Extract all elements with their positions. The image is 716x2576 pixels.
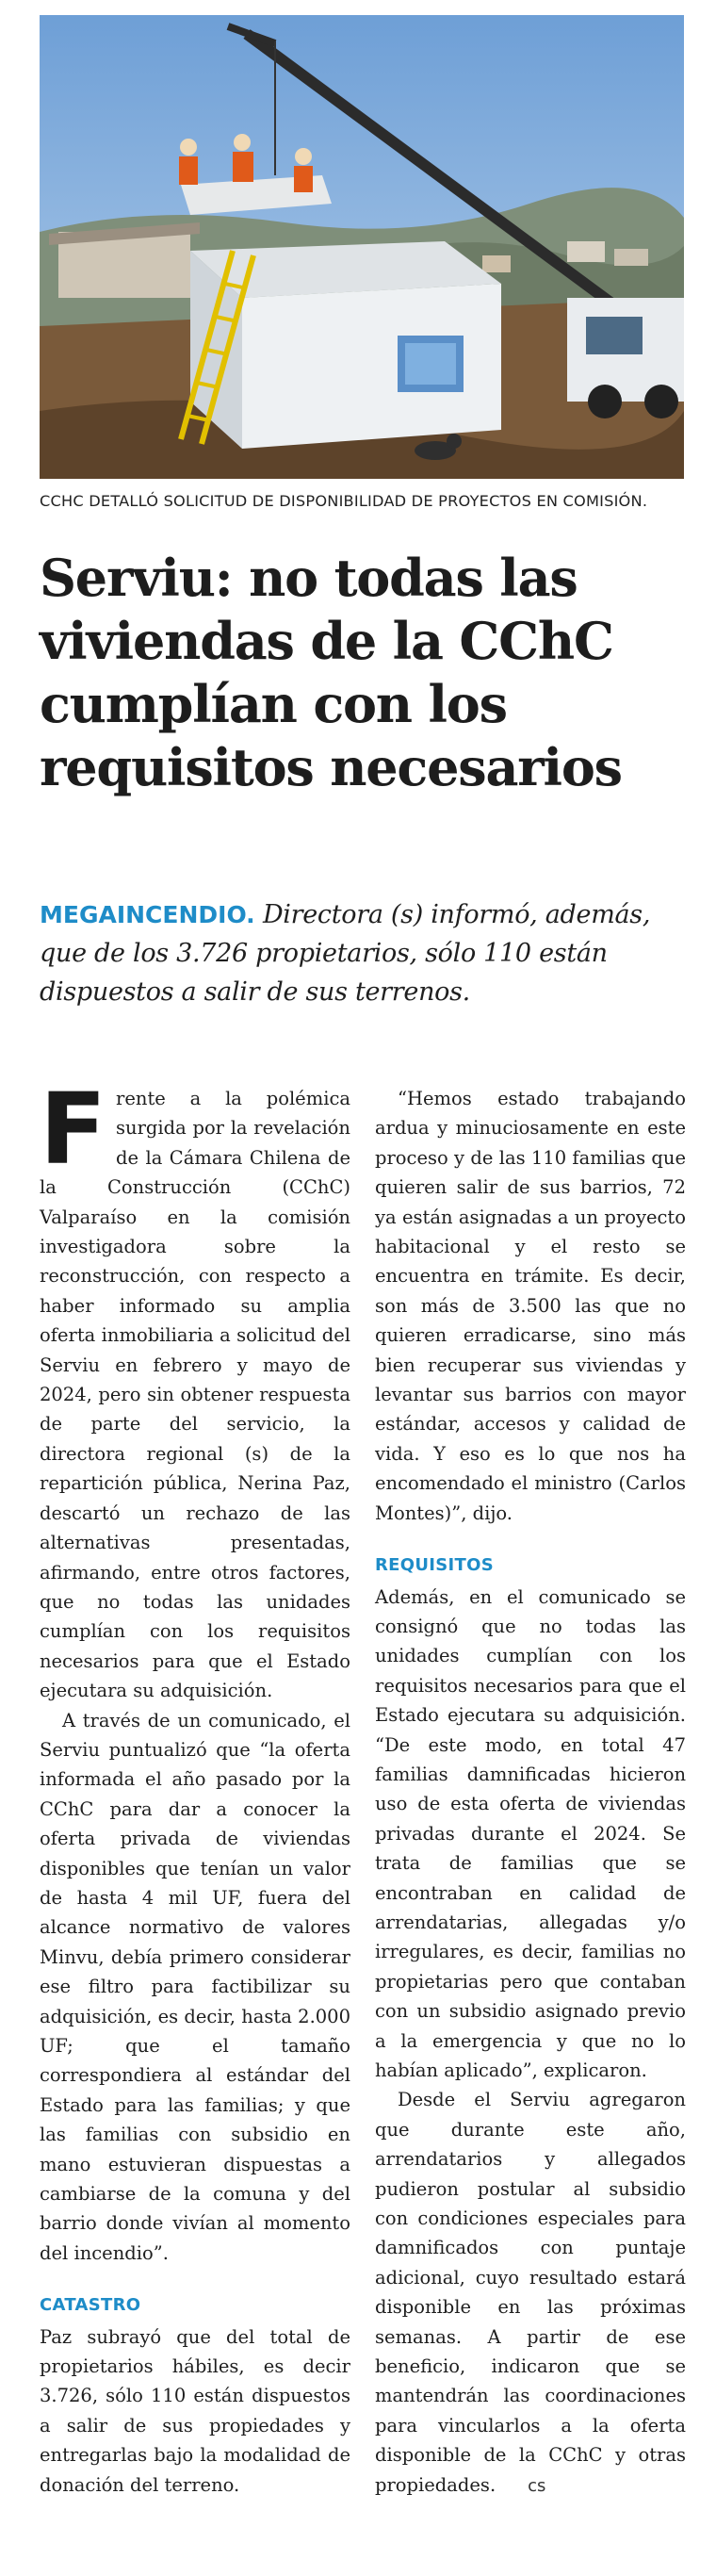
construction-photo-icon [40, 15, 684, 479]
lede-text: Directora (s) informó, además, que de los 3.726 propietarios, sólo 110 están dispuestos a salir de sus terrenos. [40, 900, 651, 1007]
article-column-left [40, 1072, 350, 2500]
paragraph-6 [375, 2085, 686, 2501]
headline-line: cumplían con los [40, 674, 507, 734]
headline [40, 547, 690, 799]
paragraph-text: Desde el Serviu agregaron que durante este año, arrendatarios y allegados pudieron postular al subsidio con condiciones especiales para damnificados con puntaje adicional, cuyo resultado estará disponible en las próximas semanas. A partir de ese beneficio, indicaron que se mantendrán las coordinaciones para vincularlos a la oferta disponible de la CChC y otras propiedades. [375, 2089, 686, 2496]
lede [40, 895, 690, 1011]
paragraph-3: Paz subrayó que del total de propietarios hábiles, es decir 3.726, sólo 110 están dispuestos a salir de sus propiedades y entregarlas bajo la modalidad de donación del terreno. [40, 2325, 350, 2496]
headline-line: Serviu: no todas las [40, 548, 578, 608]
paragraph-text: rente a la polémica surgida por la revelación de la Cámara Chilena de la Construcción (CChC) Valparaíso en la comisión investigadora sobre la reconstrucción, con respecto a haber informado su amplia oferta inmobiliaria a solicitud del Serviu en febrero y mayo de 2024, pero sin obtener respuesta de parte del servicio, la directora regional (s) de la repartición pública, Nerina Paz, descartó un rechazo de las alternativas presentadas, afirmando, entre otros factores, que no todas las unidades cumplían con los requisitos necesarios para que el Estado ejecutara su adquisición. [40, 1088, 350, 1702]
photo-caption: CCHC DETALLÓ SOLICITUD DE DISPONIBILIDAD DE PROYECTOS EN COMISIÓN. [40, 492, 648, 510]
section-tag: MEGAINCENDIO. [40, 901, 255, 928]
subhead-requisitos: REQUISITOS [375, 1555, 494, 1576]
headline-line: viviendas de la CChC [40, 611, 613, 671]
dropcap: F [40, 1072, 107, 1187]
paragraph-4: “Hemos estado trabajando ardua y minuciosamente en este proceso y de las 110 familias que quieren salir de sus barrios, 72 ya están asignadas a un proyecto habitacional y el resto se encuentra en trámite. Es decir, son más de 3.500 las que no quieren erradicarse, sino más bien recuperar sus viviendas y levantar sus barrios con mayor estándar, accesos y calidad de vida. Y eso es lo que nos ha encomendado el ministro (Carlos Montes)”, dijo. [375, 1088, 686, 1524]
paragraph-2: A través de un comunicado, el Serviu puntualizó que “la oferta informada el año pasado por la CChC para dar a conocer la oferta privada de viviendas disponibles que tenían un valor de hasta 4 mil UF, fuera del alcance normativo de valores Minvu, debía primero considerar ese filtro para factibilizar su adquisición, es decir, hasta 2.000 UF; que el tamaño correspondiera al estándar del Estado para las familias; y que las familias con subsidio en mano estuvieran dispuestas a cambiarse de la comuna y del barrio donde vivían al momento del incendio”. [40, 1709, 350, 2264]
subhead-catastro: CATASTRO [40, 2295, 141, 2316]
end-mark-icon: cs [528, 2475, 546, 2496]
headline-line: requisitos necesarios [40, 737, 622, 797]
article-photo [40, 15, 684, 479]
article-column-right [375, 1084, 686, 2501]
paragraph-1 [40, 1072, 350, 1706]
paragraph-5: Además, en el comunicado se consignó que no todas las unidades cumplían con los requisitos necesarios para que el Estado ejecutara su adquisición. “De este modo, en total 47 familias damnificadas hicieron uso de esta oferta de viviendas privadas durante el 2024. Se trata de familias que se encontraban en calidad de arrendatarias, allegadas y/o irregulares, es decir, familias no propietarias pero que contaban con un subsidio asignado previo a la emergencia y que no lo habían aplicado”, explicaron. [375, 1585, 686, 2081]
